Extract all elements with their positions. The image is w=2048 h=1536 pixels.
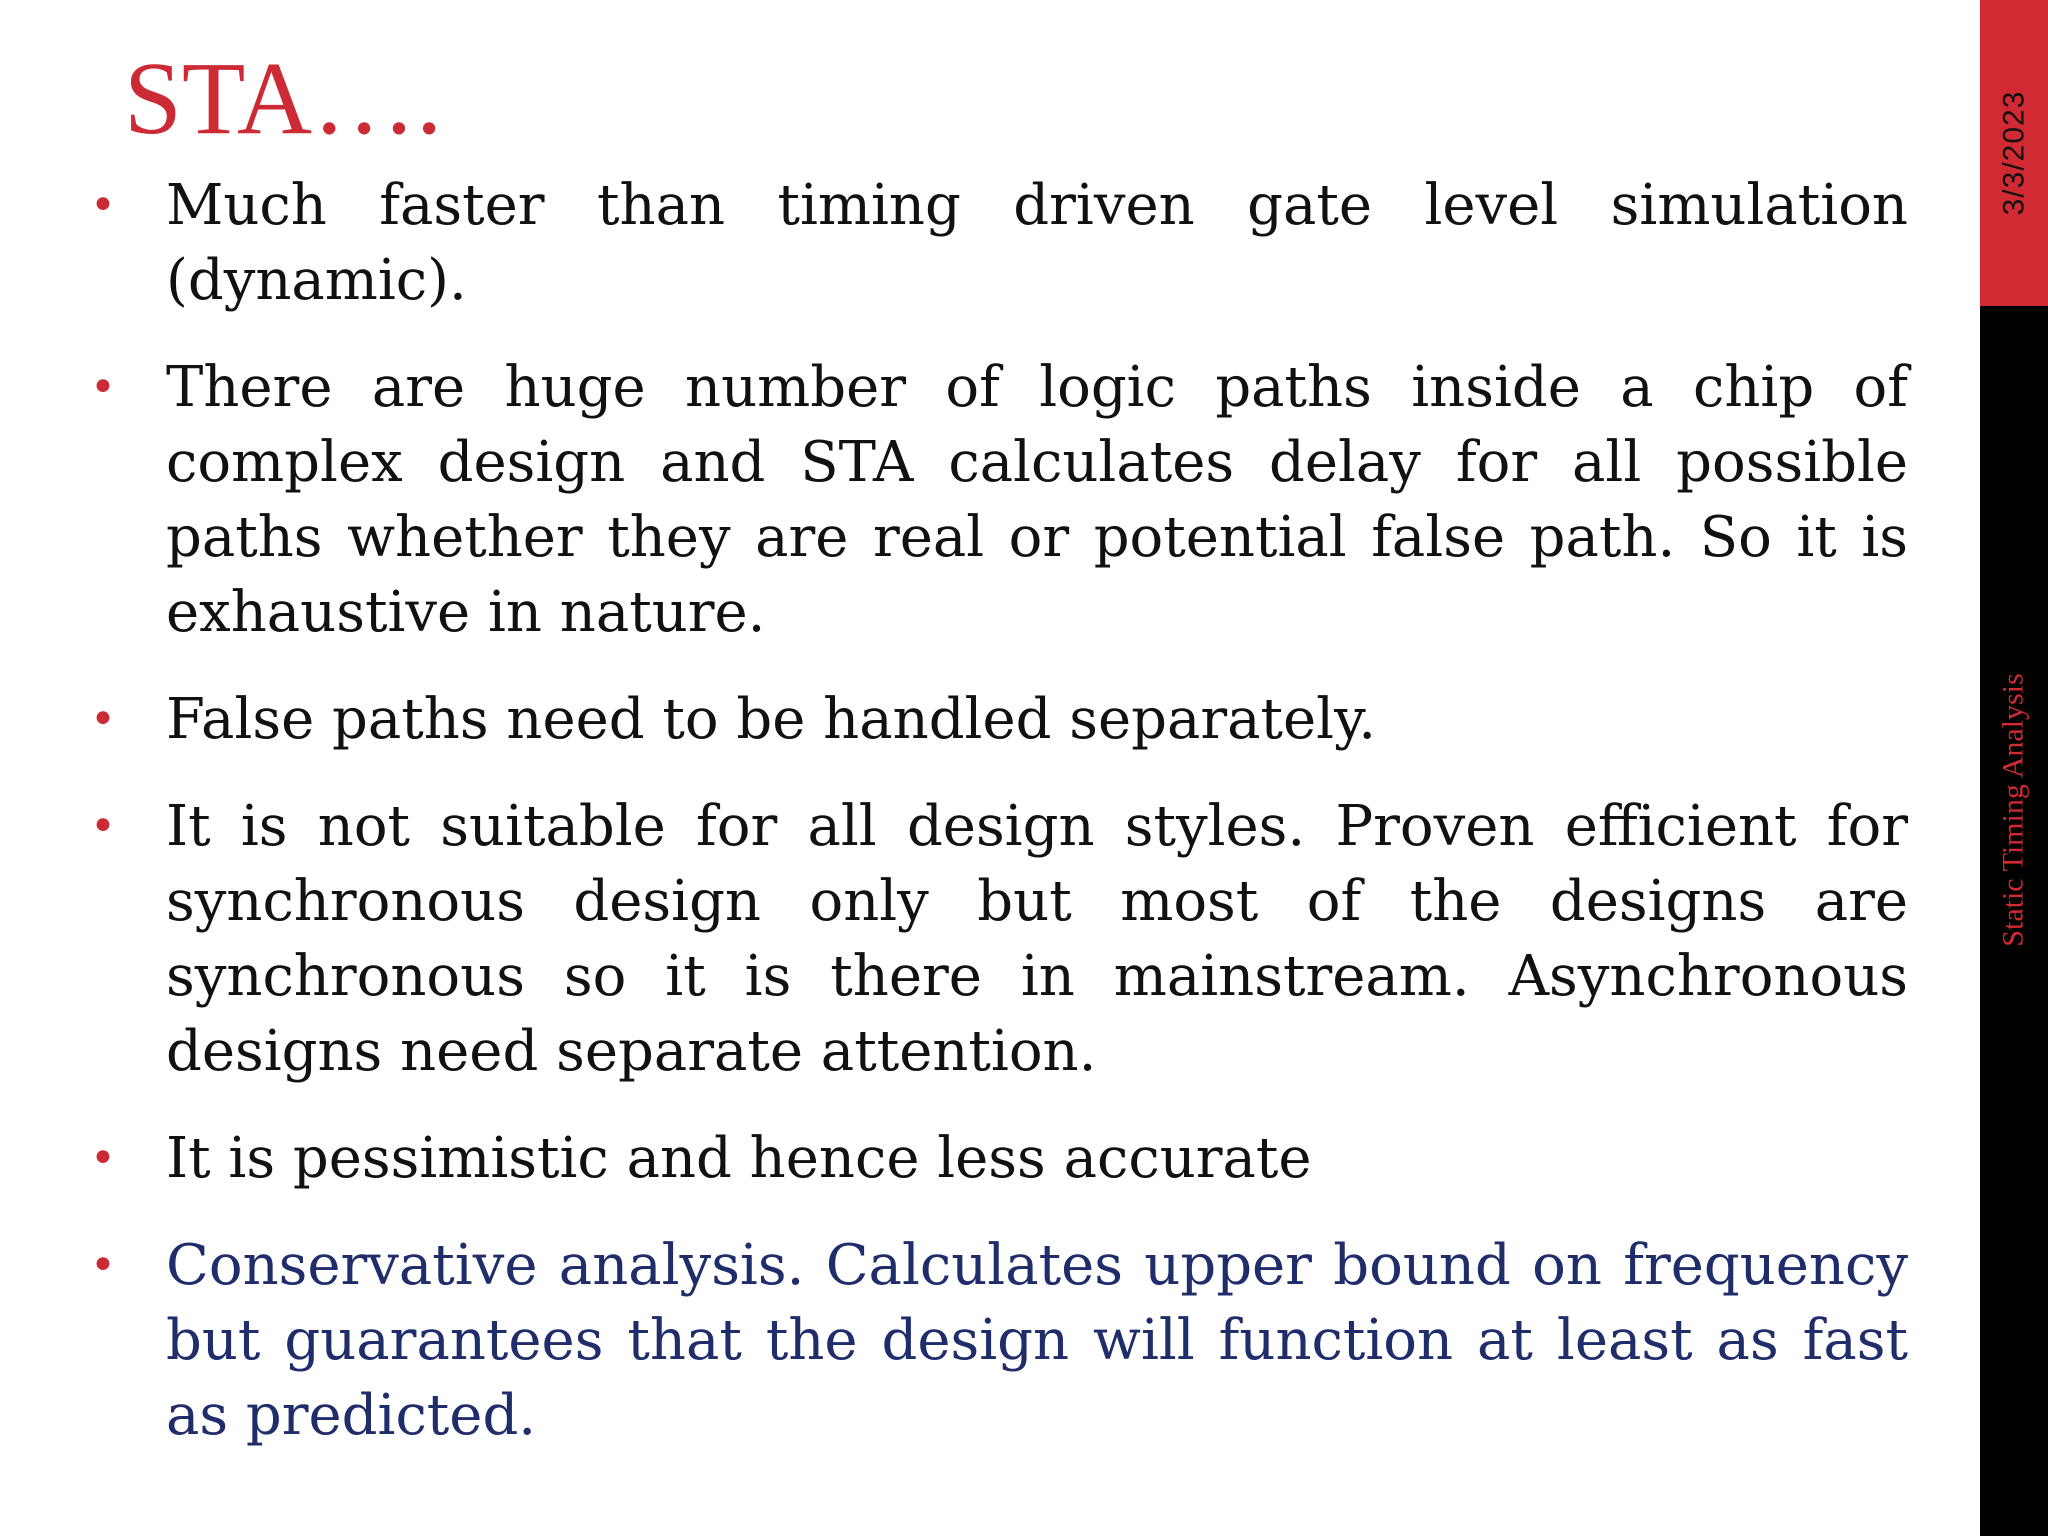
bullet-marker: • (90, 694, 116, 745)
side-date (1980, 0, 2048, 306)
bullet-item (88, 789, 1908, 1089)
date-label: 3/3/2023 (1997, 90, 2030, 216)
bullet-item (88, 350, 1908, 650)
footer-label: Static Timing Analysis (1997, 673, 2030, 947)
bullet-text: Conservative analysis. Calculates upper bound on frequency but guarantees that the design will function at least as fast as predicted. (166, 1233, 1908, 1448)
bullet-text: Much faster than timing driven gate level simulation (dynamic). (166, 173, 1908, 313)
bullet-marker: • (90, 1133, 116, 1184)
slide-title: STA…. (124, 41, 443, 156)
bullet-marker: • (90, 801, 116, 852)
bullet-text: There are huge number of logic paths inside a chip of complex design and STA calculates delay for all possible paths whether they are real or potential false path. So it is exhaustive in nature. (166, 355, 1908, 645)
bullet-item-highlighted (88, 1228, 1908, 1453)
bullet-item (88, 168, 1908, 318)
bullet-item (88, 1121, 1908, 1196)
side-footer (1980, 600, 2048, 1020)
bullet-marker: • (90, 1240, 116, 1291)
bullet-text: False paths need to be handled separately. (166, 687, 1377, 752)
bullet-item (88, 682, 1908, 757)
bullet-text: It is pessimistic and hence less accurate (166, 1126, 1312, 1191)
bullet-marker: • (90, 180, 116, 231)
bullet-text: It is not suitable for all design styles. Proven efficient for synchronous design only but most of the designs are synchronous so it is there in mainstream. Asynchronous designs need separate attention. (166, 794, 1908, 1084)
bullet-list (88, 168, 1908, 1485)
side-bar (1980, 0, 2048, 1536)
bullet-marker: • (90, 362, 116, 413)
